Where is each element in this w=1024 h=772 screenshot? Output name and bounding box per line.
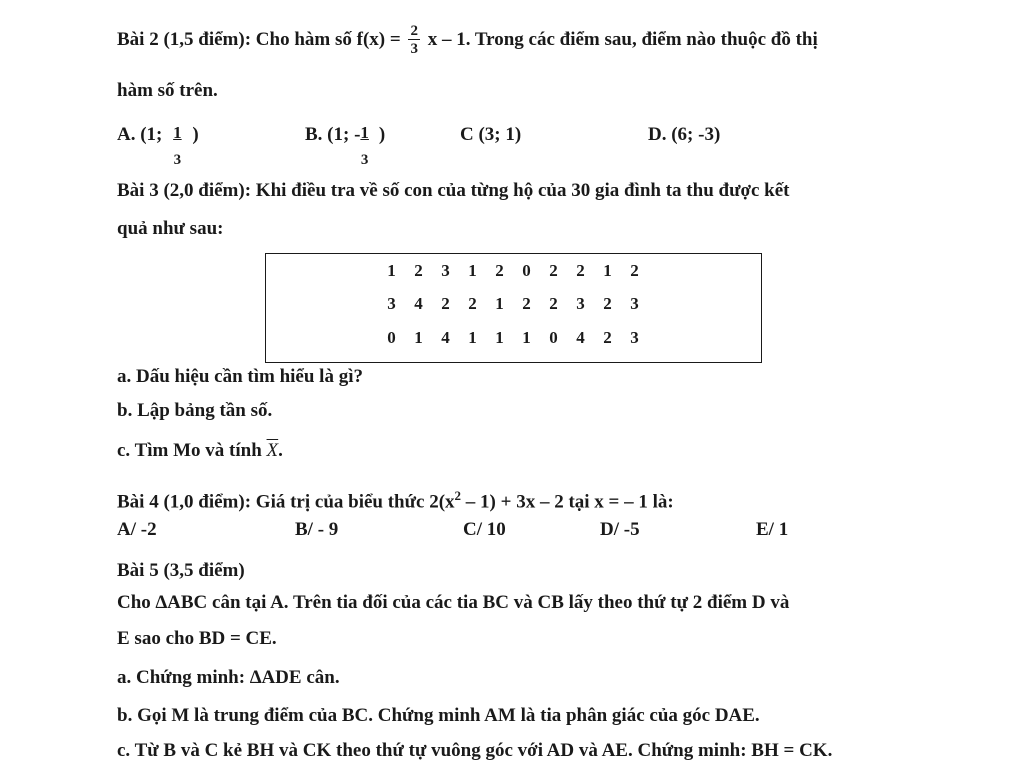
- bai5-title: Bài 5 (3,5 điểm): [117, 560, 245, 581]
- bai5-question-line1: Cho ∆ABC cân tại A. Trên tia đối của các tia BC và CB lấy theo thứ tự 2 điểm D và: [117, 592, 790, 613]
- data-cell: 1: [495, 328, 504, 347]
- bai2-fraction-denominator: 3: [410, 41, 418, 57]
- bai5-question-c: c. Từ B và C kẻ BH và CK theo thứ tự vuông góc với AD và AE. Chứng minh: BH = CK.: [117, 740, 833, 761]
- data-cell: 2: [576, 261, 585, 280]
- data-cell: 2: [603, 328, 612, 347]
- data-cell: 2: [468, 294, 477, 313]
- bai3-question-a: a. Dấu hiệu cần tìm hiểu là gì?: [117, 366, 363, 387]
- bai4-option-b: B/ - 9: [295, 519, 339, 540]
- bai3-data-row: [378, 294, 648, 314]
- bai2-question-suffix: x – 1. Trong các điểm sau, điểm nào thuộc đồ thị: [422, 28, 818, 50]
- bai3-question-c-prefix: c. Tìm Mo và tính: [117, 440, 267, 461]
- bai2-question-line2: hàm số trên.: [117, 80, 218, 101]
- data-cell: 1: [387, 261, 396, 280]
- bai5-question-b: b. Gọi M là trung điểm của BC. Chứng minh AM là tia phân giác của góc DAE.: [117, 705, 760, 726]
- data-cell: 1: [603, 261, 612, 280]
- bai4-question-prefix: Bài 4 (1,0 điểm): Giá trị của biểu thức 2(x: [117, 491, 455, 513]
- bai5-question-a: a. Chứng minh: ∆ADE cân.: [117, 667, 340, 688]
- data-cell: 3: [576, 294, 585, 313]
- bai3-question-line2: quả như sau:: [117, 218, 224, 239]
- bai4-question: [117, 488, 674, 513]
- bai4-option-e: E/ 1: [756, 519, 789, 540]
- data-cell: 2: [630, 261, 639, 280]
- data-cell: 3: [630, 294, 639, 313]
- bai2-fraction-numerator: 2: [410, 23, 418, 39]
- data-cell: 1: [495, 294, 504, 313]
- data-cell: 2: [549, 261, 558, 280]
- bai3-question-line1: Bài 3 (2,0 điểm): Khi điều tra về số con của từng hộ của 30 gia đình ta thu được kết: [117, 180, 790, 201]
- bai2-option-b-fraction: [360, 124, 369, 168]
- bai2-option-a: [117, 124, 199, 168]
- bai2-option-a-numerator: 1: [173, 123, 182, 142]
- data-cell: 0: [387, 328, 396, 347]
- bai5-question-line2: E sao cho BD = CE.: [117, 628, 277, 649]
- bai2-option-a-denominator: 3: [173, 152, 182, 168]
- data-cell: 1: [414, 328, 423, 347]
- data-cell: 2: [441, 294, 450, 313]
- data-cell: 2: [414, 261, 423, 280]
- bai2-option-c: C (3; 1): [460, 124, 522, 145]
- bai4-exponent: 2: [454, 488, 462, 503]
- data-cell: 2: [549, 294, 558, 313]
- data-cell: 2: [495, 261, 504, 280]
- bai2-fraction: [408, 24, 420, 57]
- bai4-question-suffix: – 1) + 3x – 2 tại x = – 1 là:: [461, 491, 674, 513]
- bai3-mean-symbol: $\overline{X}$: [266, 440, 279, 461]
- bai2-option-b-prefix: B. (1; -: [305, 124, 361, 145]
- bai2-option-a-fraction: [173, 124, 182, 168]
- bai3-question-c-suffix: .: [278, 440, 283, 461]
- data-cell: 1: [468, 328, 477, 347]
- data-cell: 0: [549, 328, 558, 347]
- bai2-option-a-prefix: A. (1;: [117, 124, 163, 145]
- bai2-option-b-numerator: 1: [360, 123, 369, 142]
- bai2-option-b: [305, 124, 385, 168]
- data-cell: 2: [522, 294, 531, 313]
- data-cell: 3: [441, 261, 450, 280]
- data-cell: 0: [522, 261, 531, 280]
- data-cell: 3: [630, 328, 639, 347]
- data-cell: 1: [468, 261, 477, 280]
- bai2-option-a-close: ): [192, 124, 199, 145]
- bai4-option-d: D/ -5: [600, 519, 640, 540]
- data-cell: 2: [603, 294, 612, 313]
- bai3-question-c: [117, 440, 283, 462]
- bai2-option-d: D. (6; -3): [648, 124, 721, 145]
- data-cell: 3: [387, 294, 396, 313]
- bai3-question-b: b. Lập bảng tần số.: [117, 400, 273, 421]
- bai4-option-a: A/ -2: [117, 519, 157, 540]
- data-cell: 4: [441, 328, 450, 347]
- data-cell: 4: [414, 294, 423, 313]
- bai3-data-row: [378, 328, 648, 348]
- bai2-option-b-denominator: 3: [360, 152, 369, 168]
- bai2-question-prefix: Bài 2 (1,5 điểm): Cho hàm số f(x) =: [117, 28, 406, 50]
- bai2-question-line1: [117, 24, 818, 57]
- data-cell: 4: [576, 328, 585, 347]
- data-cell: 1: [522, 328, 531, 347]
- bai3-data-table: [265, 253, 762, 363]
- bai4-option-c: C/ 10: [463, 519, 506, 540]
- bai2-option-b-close: ): [378, 124, 386, 145]
- bai3-data-row: [378, 261, 648, 281]
